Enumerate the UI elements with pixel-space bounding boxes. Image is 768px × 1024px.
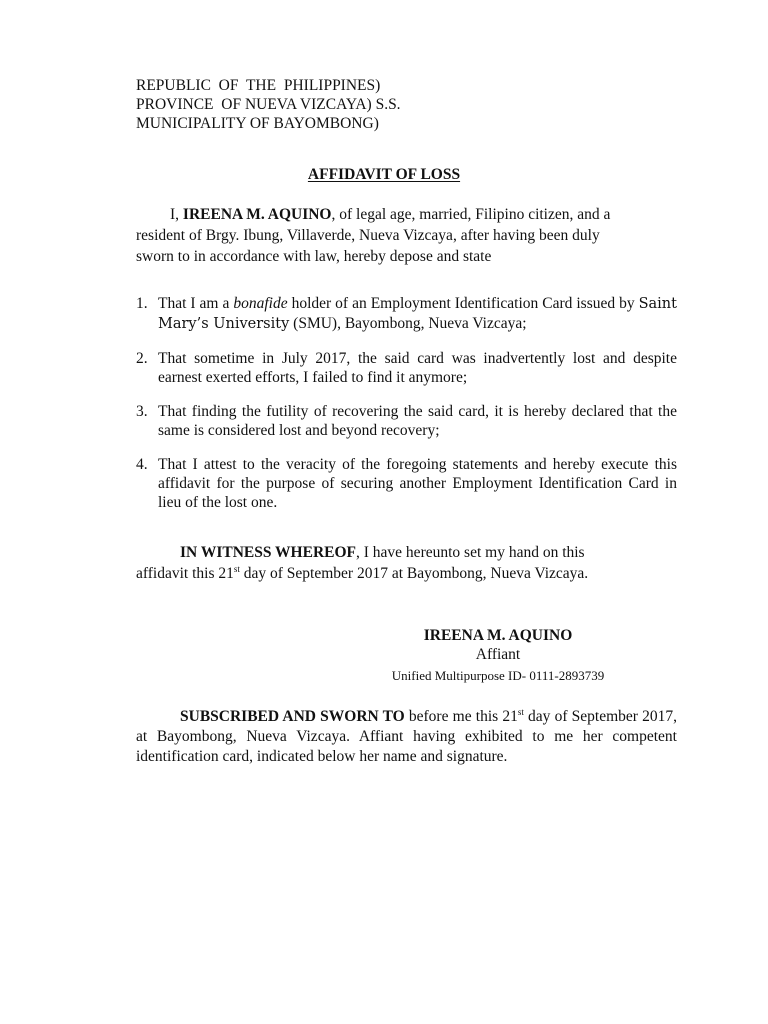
intro-line-3: sworn to in accordance with law, hereby depose and state bbox=[136, 248, 492, 265]
venue-line-municipality: MUNICIPALITY OF BAYOMBONG) bbox=[136, 115, 379, 132]
jurat-text-a: before me this 21 bbox=[404, 708, 518, 725]
intro-line-1 bbox=[136, 204, 676, 225]
item-1-part-c: holder of an Employment Identification Card issued by bbox=[287, 295, 639, 312]
intro-line-1-rest: , of legal age, married, Filipino citizen, and a bbox=[331, 206, 611, 223]
list-item-number: 2. bbox=[136, 350, 148, 367]
document-title-text: AFFIDAVIT OF LOSS bbox=[307, 166, 461, 183]
intro-line-2: resident of Brgy. Ibung, Villaverde, Nueva Vizcaya, after having been duly bbox=[136, 227, 600, 244]
venue-line-province: PROVINCE OF NUEVA VIZCAYA) S.S. bbox=[136, 96, 401, 113]
venue-line-republic: REPUBLIC OF THE PHILIPPINES) bbox=[136, 77, 381, 94]
list-item-number: 3. bbox=[136, 403, 148, 420]
affiant-name: IREENA M. AQUINO bbox=[423, 627, 573, 644]
item-1-part-a: That I am a bbox=[158, 295, 234, 312]
witness-line-1 bbox=[136, 542, 677, 563]
list-item-text: That sometime in July 2017, the said card was inadvertently lost and despite earnest exerted efforts, I failed to find it anymore; bbox=[158, 350, 677, 386]
item-1-bonafide: bonafide bbox=[233, 295, 288, 312]
venue-block bbox=[136, 76, 401, 133]
jurat-paragraph bbox=[136, 707, 677, 767]
list-item-number: 1. bbox=[136, 295, 148, 312]
list-item bbox=[136, 349, 677, 387]
witness-heading: IN WITNESS WHEREOF bbox=[180, 544, 357, 561]
list-item bbox=[136, 402, 677, 440]
jurat-heading: SUBSCRIBED AND SWORN TO bbox=[180, 708, 405, 725]
list-item-text: That I attest to the veracity of the foregoing statements and hereby execute this affidavit for the purpose of securing another Employment Identification Card in lieu of the lost one. bbox=[158, 456, 677, 511]
list-item-number: 4. bbox=[136, 456, 148, 473]
affiant-role: Affiant bbox=[475, 646, 521, 663]
witness-line-1-rest: , I have hereunto set my hand on this bbox=[356, 544, 585, 561]
witness-line-2 bbox=[136, 563, 677, 584]
affiant-signature-block bbox=[388, 626, 688, 685]
list-item bbox=[136, 294, 677, 334]
list-item bbox=[136, 455, 677, 512]
item-1-university: Saint Mary’s University bbox=[158, 296, 677, 332]
witness-line-2-b: day of September 2017 at Bayombong, Nueva Vizcaya. bbox=[239, 565, 589, 582]
affiant-name-intro: IREENA M. AQUINO bbox=[182, 206, 332, 223]
witness-line-2-a: affidavit this 21 bbox=[136, 565, 234, 582]
witness-ordinal-suffix: st bbox=[233, 563, 240, 574]
jurat-ordinal-suffix: st bbox=[517, 706, 524, 717]
list-item-text bbox=[158, 294, 677, 334]
affiant-id: Unified Multipurpose ID- 0111-2893739 bbox=[391, 668, 605, 683]
list-item-text: That finding the futility of recovering the said card, it is hereby declared that the same is considered lost and beyond recovery; bbox=[158, 403, 677, 439]
intro-paragraph bbox=[136, 204, 676, 267]
item-1-part-e: (SMU), Bayombong, Nueva Vizcaya; bbox=[289, 315, 527, 332]
jurat-text-b: day of September 2017, at Bayombong, Nueva Vizcaya. Affiant having exhibited to me her competent identification card, indicated below her name and signature. bbox=[136, 708, 678, 765]
witness-paragraph bbox=[136, 542, 677, 584]
document-title bbox=[0, 166, 768, 184]
intro-pronoun: I, bbox=[170, 206, 183, 223]
